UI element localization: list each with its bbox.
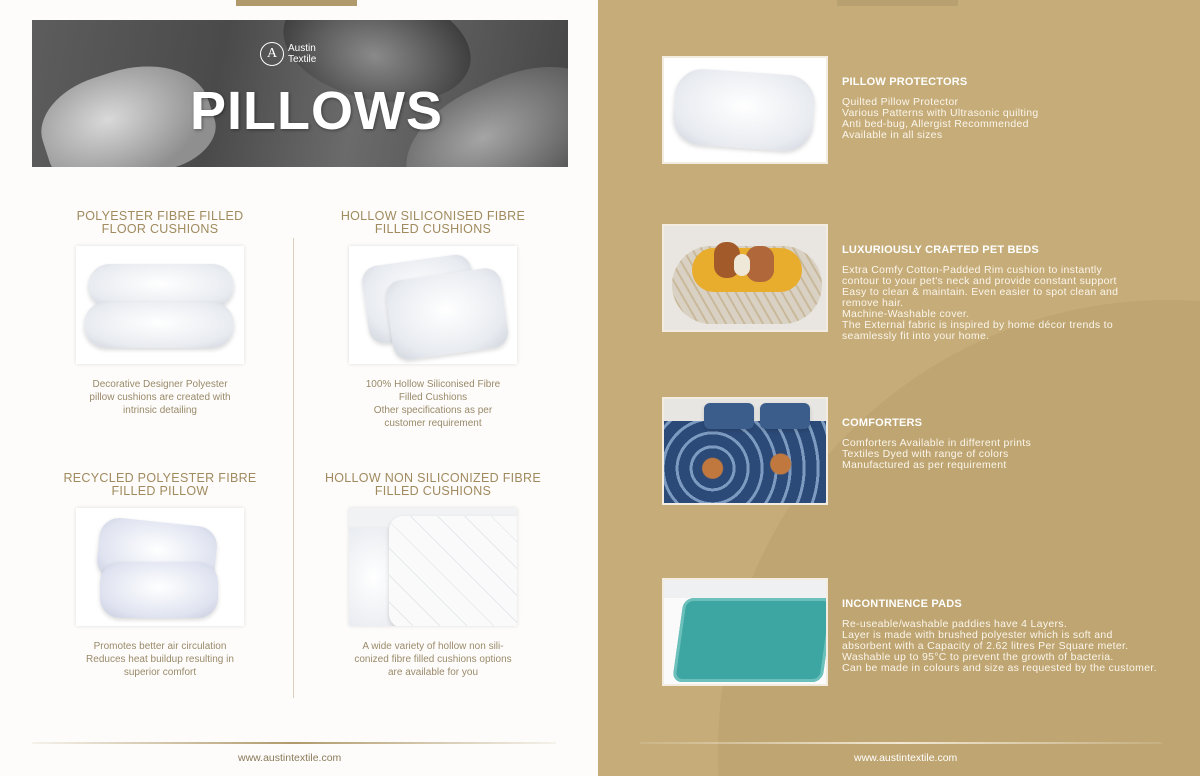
right-page [598, 0, 1200, 776]
product-title: INCONTINENCE PADS [842, 598, 962, 610]
puppy-image [746, 246, 774, 282]
product-image [76, 246, 244, 364]
product-pet-beds [662, 224, 1200, 342]
product-title: POLYESTER FIBRE FILLED FLOOR CUSHIONS [76, 209, 244, 236]
product-description: A wide variety of hollow non sili- conized fibre filled cushions options are available for you [354, 641, 512, 678]
top-tab [837, 0, 958, 6]
pillow-image [704, 403, 754, 429]
brand-name: Austin Textile [288, 43, 317, 65]
product-title: RECYCLED POLYESTER FIBRE FILLED PILLOW [63, 471, 257, 498]
pillow-image [384, 266, 510, 361]
product-pillow-protectors [662, 56, 1200, 164]
product-image [349, 508, 517, 626]
column-divider [293, 238, 294, 698]
product-title: HOLLOW NON SILICONIZED FIBRE FILLED CUSHIONS [324, 471, 542, 498]
page-title: PILLOWS [190, 81, 443, 141]
website-url: www.austintextile.com [854, 752, 958, 764]
product-description: 100% Hollow Siliconised Fibre Filled Cushions Other specifications as per customer requirement [365, 379, 501, 429]
product-incontinence-pads [662, 578, 1200, 686]
toy-image [734, 254, 750, 276]
background-swoosh [718, 300, 1200, 776]
pillow-image [672, 67, 817, 153]
product-image [349, 246, 517, 364]
product-details: INCONTINENCE PADS Re-useable/washable paddies have 4 Layers. Layer is made with brushed polyester which is soft and absorbent with a Capacity of 2.62 litres Per Square meter. Washable up to 95°C to prevent the growth of bacteria. Can be made in colours and size as requested by the customer. [842, 598, 1157, 674]
product-description: Promotes better air circulation Reduces heat buildup resulting in superior comfort [86, 641, 234, 678]
product-title: LUXURIOUSLY CRAFTED PET BEDS [842, 244, 1039, 256]
product-hollow-siliconised-cushions [308, 210, 558, 430]
pillows-banner [32, 20, 568, 167]
footer-rule [640, 742, 1162, 744]
left-page [0, 0, 598, 776]
product-title: COMFORTERS [842, 417, 923, 429]
footer-rule [32, 742, 556, 744]
product-image [662, 397, 828, 505]
product-recycled-polyester-pillow [35, 472, 285, 679]
pillow-image [84, 302, 234, 348]
product-image [662, 56, 828, 164]
brand-mark-icon: A [260, 42, 284, 66]
website-url: www.austintextile.com [238, 752, 342, 764]
top-tab [236, 0, 357, 6]
pillow-image [389, 516, 517, 626]
brand-logo [260, 42, 316, 66]
product-title: PILLOW PROTECTORS [842, 76, 968, 88]
pillow-image [760, 403, 810, 429]
comforter-image [664, 421, 826, 505]
product-details: COMFORTERS Comforters Available in different prints Textiles Dyed with range of colors Manufactured as per requirement [842, 417, 1032, 471]
product-details: PILLOW PROTECTORS Quilted Pillow Protector Various Patterns with Ultrasonic quilting Anti bed-bug, Allergist Recommended Available in all sizes [842, 76, 1039, 141]
product-image [76, 508, 244, 626]
product-title: HOLLOW SILICONISED FIBRE FILLED CUSHIONS [340, 209, 526, 236]
product-comforters [662, 397, 1200, 505]
product-description: Decorative Designer Polyester pillow cushions are created with intrinsic detailing [89, 379, 231, 416]
product-hollow-non-siliconized-cushions [308, 472, 558, 679]
pillow-image [100, 562, 218, 618]
product-polyester-floor-cushions [35, 210, 285, 417]
product-image [662, 578, 828, 686]
pad-image [672, 598, 828, 682]
product-image [662, 224, 828, 332]
product-details: LUXURIOUSLY CRAFTED PET BEDS Extra Comfy Cotton-Padded Rim cushion to instantly contour to your pet's neck and provide constant support Easy to clean & maintain. Even easier to spot clean and remove hair. Machine-Washable cover. The External fabric is inspired by home décor trends to seamlessly fit into your home. [842, 244, 1119, 342]
